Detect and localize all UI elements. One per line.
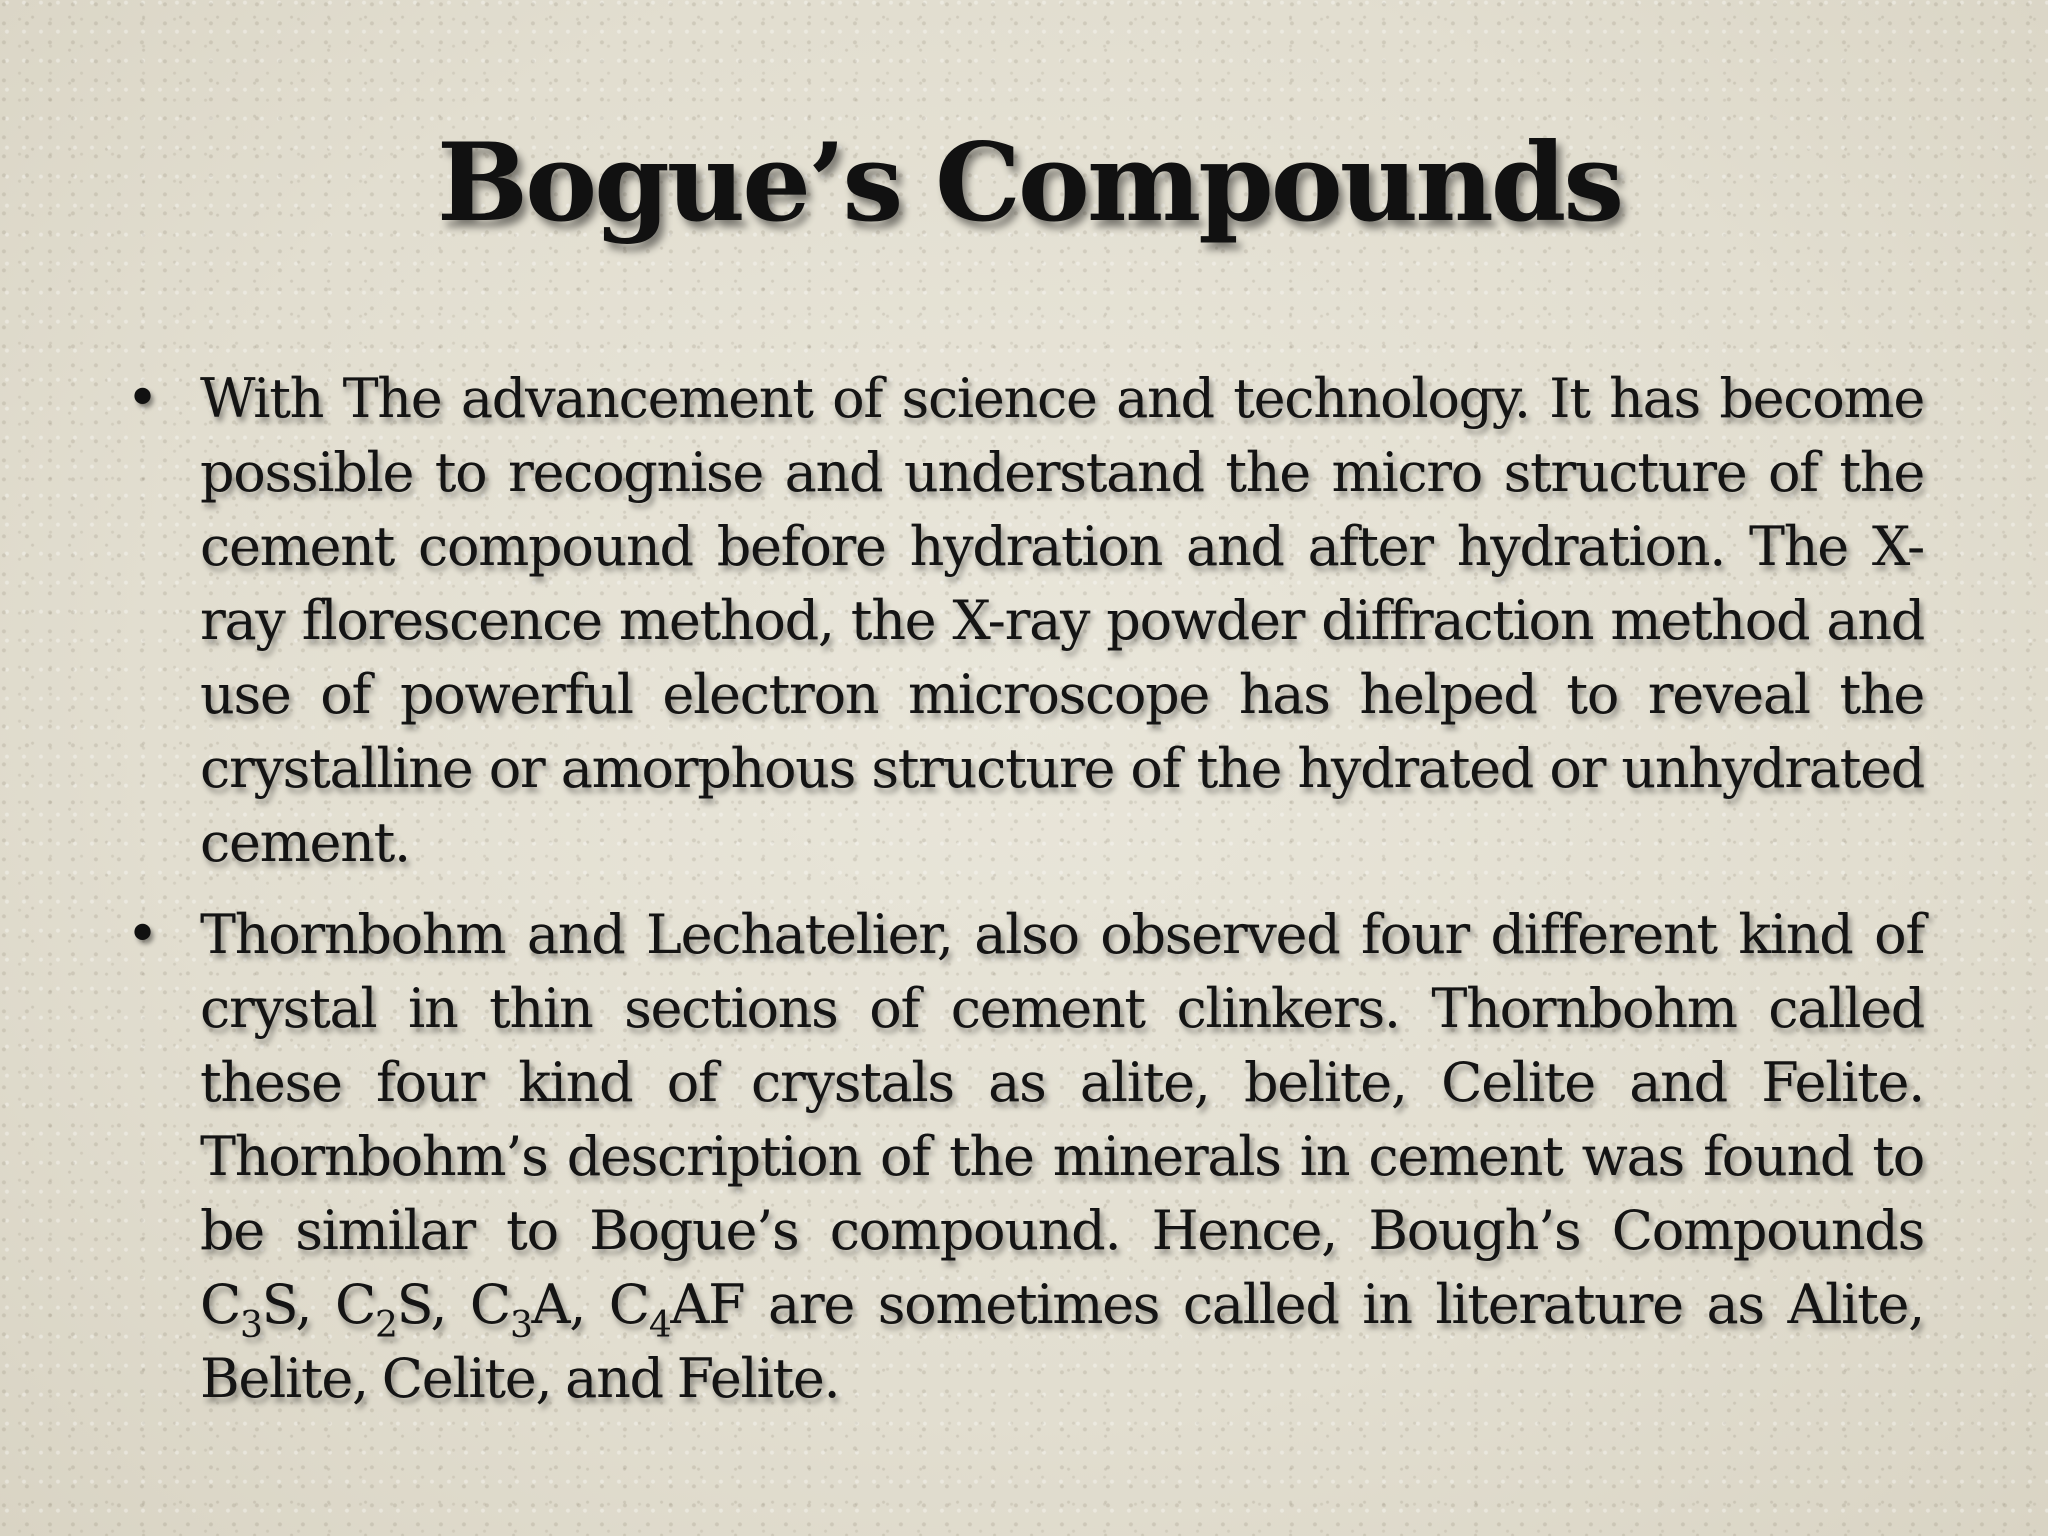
- formula-c3a: $C_3A$,: [469, 1273, 586, 1346]
- bullet-text-2-intro: Thornbohm and Lechatelier, also observed four different kind of crystal in thin sections of cement clinkers. Thornbohm called these four kind of crystals as alite, belite, Celite and Felite. Thornbohm’s description of the minerals in cement was found to be similar to Bogue’s compound. Hence, Bough’s Compounds: [200, 903, 1924, 1262]
- formula-c3s: $C_3S$,: [200, 1273, 312, 1346]
- bullet-text-1: With The advancement of science and technology. It has become possible to recognise and understand the micro structure of the cement compound before hydration and after hydration. The X-ray florescence method, the X-ray powder diffraction method and use of powerful electron microscope has helped to reveal the crystalline or amorphous structure of the hydrated or unhydrated cement.: [200, 367, 1924, 874]
- formula-subscript: 3: [509, 1305, 532, 1346]
- bullet-list: [122, 362, 1924, 1434]
- formula-subscript: 2: [374, 1305, 397, 1346]
- bullet-text-2: [200, 898, 1924, 1416]
- bullet-item-2: [122, 898, 1924, 1416]
- formula-c4af: $C_4AF$: [608, 1273, 745, 1346]
- formula-subscript: 4: [648, 1305, 671, 1346]
- slide-title: Bogue’s Compounds: [436, 120, 1622, 246]
- formula-subscript: 3: [240, 1305, 262, 1346]
- bullet-item-1: [122, 362, 1924, 880]
- bullet-dot-icon: •: [126, 902, 160, 967]
- formula-c2s: $C_2S$,: [334, 1273, 447, 1346]
- bullet-dot-icon: •: [126, 366, 160, 431]
- bullet-text-2-outro: are sometimes called in literature as Alite, Belite, Celite, and Felite.: [200, 1273, 1924, 1410]
